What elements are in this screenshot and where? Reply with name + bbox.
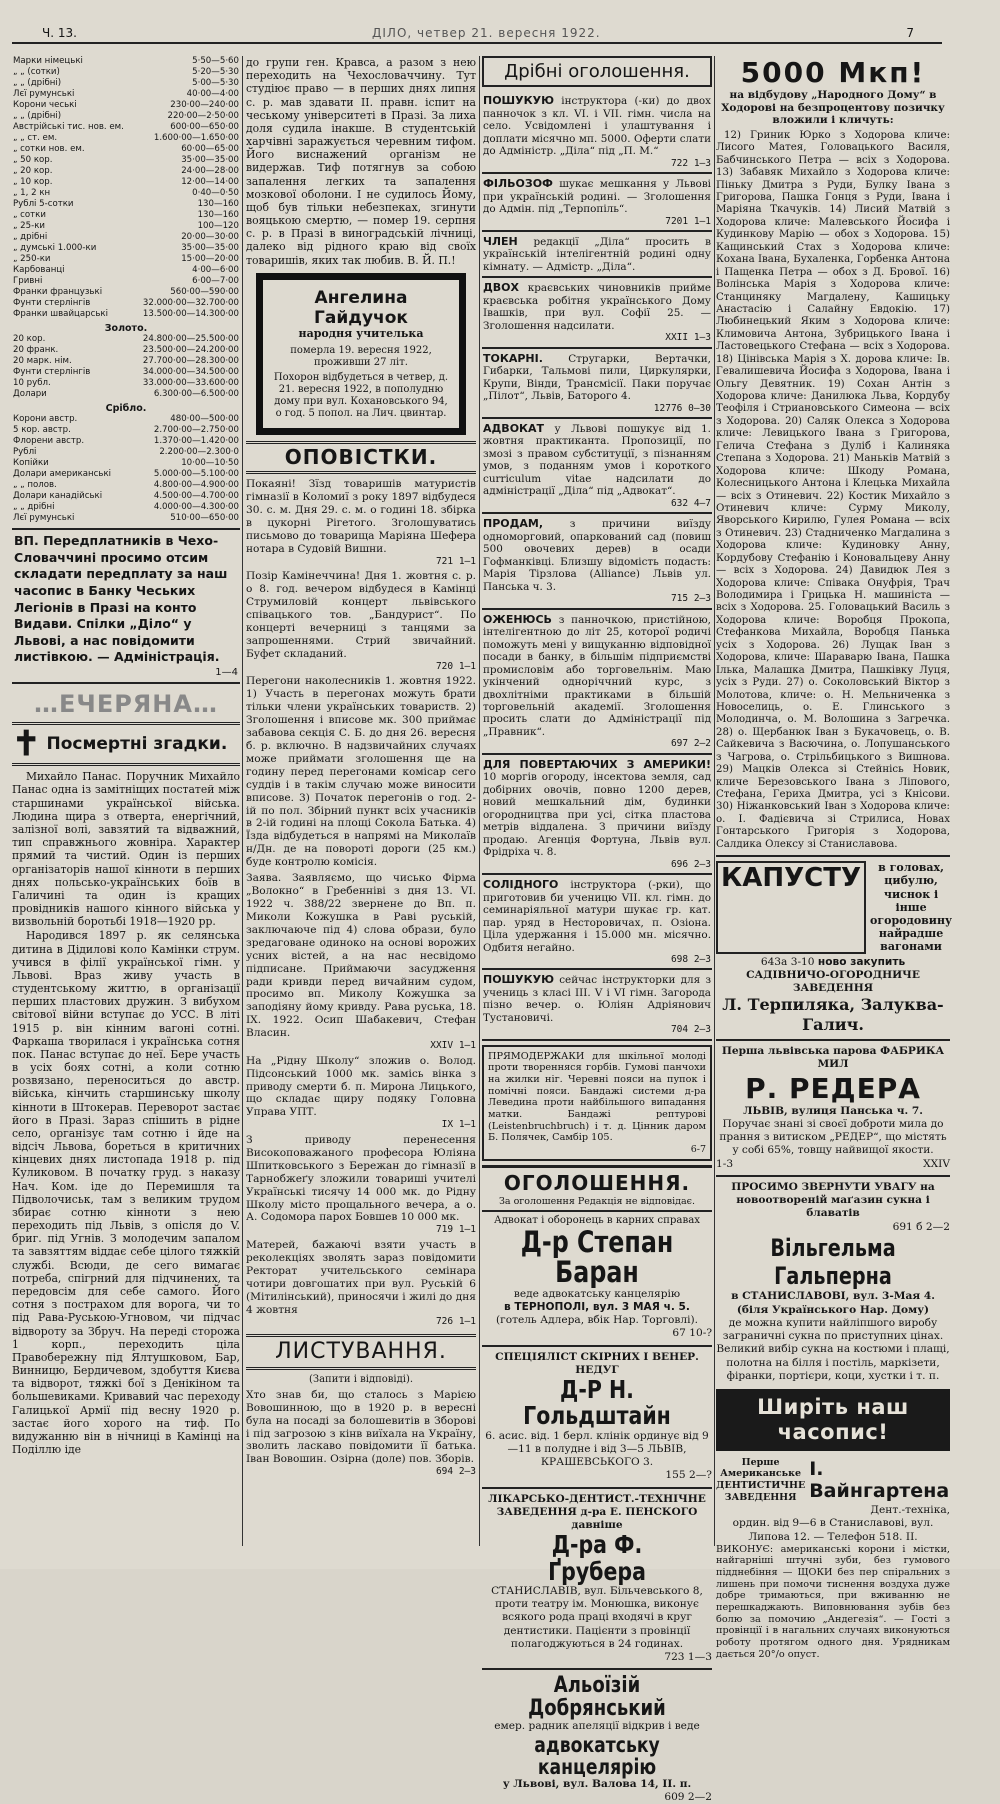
rate-value: 60·00—65·00 — [181, 144, 239, 154]
attorney-address: у Львові, вул. Валова 14, II. п. — [502, 1777, 692, 1790]
rate-row — [12, 480, 240, 491]
item-code: 155 2—? — [665, 1469, 712, 1482]
item-code: 698 2—3 — [670, 954, 711, 965]
doctor-text: 6. асис. від. 1 берл. клінік ординує від 9—11 в полудне і від 3—5 ЛЬВІВ, КРАШЕВСЬКОГО 3. — [485, 1429, 709, 1469]
item-code: 12776 0—30 — [653, 402, 711, 414]
advertisements-title: ОГОЛОШЕННЯ. — [482, 1165, 712, 1196]
rate-value: 10·00—10·50 — [181, 458, 239, 468]
correspondence-subtitle: (Запити і відповіді). — [308, 1374, 414, 1385]
classified-ad — [482, 278, 712, 348]
rate-value: 24·00—28·00 — [181, 166, 239, 176]
announcement-text: Заява. Заявляємо, що чисько Фірма „Волокно“ в Гребенніві з дня 13. VI. 1922 ч. 388/22 звернене до Вп. п. Миколи Кожушка в Раві руській, заключаюче під 4) слова образи, було зредаговане одиноко на основі ворожих усних вістей, а на нас несвідомо підписане. Приймаючи засудження ради кривди перед вичайним судом, просимо вп. Миколу Кожушка за заподіяну йому кривду. Рава руська, 18. IX. 1922. Осип Шабакевич, Стефан Власин. — [246, 872, 476, 1040]
rate-value: 130—160 — [197, 210, 239, 220]
rate-row — [12, 309, 240, 320]
ad-text: інструктора (-рки), що приготовив би ученицю VII. кл. гімн. до семинаріяльної матури шукає гр. кат. пар. уряд в Несторовичах, п. Озіона. Ціла удержання і 15.000 мн. місячно. Одбитя негайно. — [483, 879, 711, 954]
store-owner: Вільгельма Гальперна — [770, 1233, 896, 1291]
classified-ad — [482, 349, 712, 419]
rate-label: „ дрібні — [13, 232, 48, 242]
rate-value: 100—120 — [197, 221, 239, 231]
classified-ad — [482, 875, 712, 970]
exchange-rates-table — [12, 56, 240, 524]
ad-lead-word: ДЛЯ ПОВЕРТАЮЧИХ З АМЕРИКИ! — [483, 757, 711, 771]
fundraiser-subtitle: на відбудову „Народного Дому“ в Ходорові на безпроцентову позичку вложили і кличуть: — [721, 89, 945, 127]
rate-value: 13.500·00—14.300·00 — [142, 309, 239, 319]
rate-value: 12·00—14·00 — [181, 177, 239, 187]
announcement-item — [246, 1239, 476, 1328]
rate-value: 0·40—0·50 — [192, 188, 239, 198]
rate-value: 510·00—650·00 — [170, 513, 239, 523]
item-code: 6-7 — [690, 1143, 706, 1155]
running-header — [12, 22, 942, 44]
rate-row — [12, 144, 240, 155]
rate-row — [12, 458, 240, 469]
rate-label: „ 50 кор. — [13, 155, 53, 165]
rate-value: 2.200·00—2.300·0 — [159, 447, 239, 457]
rate-value: 1.600·00—1.650·00 — [153, 133, 239, 143]
lawyer-city: в ТЕРНОПОЛІ, вул. 3 МАЯ ч. 5. — [504, 1300, 690, 1313]
factory-text: Поручає знані зі своєї доброти мила до прання з витиском „РЕДЕР“, що містять у собі 65%, товщу найвищої якости. — [719, 1117, 947, 1157]
rate-value: 24.800·00—25.500·00 — [142, 334, 239, 344]
rate-row — [12, 265, 240, 276]
rate-label: „ думські 1.000-ки — [13, 243, 97, 253]
rate-row — [12, 425, 240, 436]
item-code: 722 1—3 — [670, 157, 711, 169]
store-address: в СТАНИСЛАВОВІ, вул. 3-Мая 4. (біля Українського Нар. Дому) — [731, 1290, 935, 1316]
ad-lead-word: ПОШУКУЮ — [483, 973, 555, 987]
rate-row — [12, 111, 240, 122]
announcement-item — [246, 478, 476, 567]
rate-label: „ 25-ки — [13, 221, 45, 231]
notice-code: 1—4 — [215, 667, 238, 678]
item-code: 726 1—1 — [435, 1316, 476, 1328]
announcement-text: Позір Камінеччина! Дня 1. жовтня с. р. о 8. год. вечером відбудеся в Камінці Струмиловій концерт львівського співацького тов. „Бандурист“. По концерті вечерниці з танцями за запрошеннями. Стрий звичайний. Буфет складаний. — [246, 570, 476, 660]
item-code: XXIV 1—1 — [430, 1040, 476, 1052]
garden-owner: Л. Терпиляка, Залуква-Галич. — [722, 995, 944, 1035]
classifieds-list — [482, 91, 712, 1040]
rate-value: 4.000·00—4.300·00 — [153, 502, 239, 512]
deceased-name: Ангелина Гайдучок — [314, 287, 408, 328]
rate-label: „ 10 кор. — [13, 177, 53, 187]
cabbage-word: КАПУСТУ — [716, 861, 866, 953]
continuation-paragraph: до групи ген. Кравса, а разом з нею переходить на Чехословаччину. Тут студіює право — в перших днях липня с. р. мав здавати II. правн. іспит на чеському університеті в Празі. За лиха доля судила інакше. В студентській харчівні заражується черевним тифом. Його виснажений організм не видержав. Тиф потягнув за собою запалення легких та запалення мозкової оболони. І не судилось Йому, щоб був тільки небезпеках, згинути вояцькою смертю, — помер 19. серпня с. р. в Празі в виноградській лічниці, далеко від рідного краю від своїх товаришів, яких так любив. В. Й. П.! — [246, 56, 476, 267]
ad-text: з панночкою, пристійною, інтелігентною до літ 25, которої родичі поможуть мені у вищуканню відповідної посади в банку, в більшім підприємстві промисловім або торговельнім. Маю укінчений одноріччний курс, з двохлітніми практиками в більшій торговельній академії. Зголошення просить слати до Адміністрації під „Правник“. — [483, 613, 711, 738]
rate-label: 5 кор. австр. — [13, 425, 71, 435]
lawyer-line: веде адвокатську канцелярію — [513, 1287, 681, 1300]
soap-ad — [716, 1045, 950, 1171]
rate-row — [12, 345, 240, 356]
fundraiser-headline: 5000 Мкп! — [740, 56, 926, 89]
prosthetics-text: ПРЯМОДЕРЖАКИ для шкільної молоді проти творенняся горбів. Гумові панчохи на жилки ніг. Черевні пояси на пупок і помічні пояси. Бандажі системи д-ра Леведина проти найбільшого випадання матки. Бандажі рептурові (Leistenbruchbruch) і т. д. Цінник даром Б. Полячек, Самбір 105. — [488, 1050, 706, 1144]
ad-lead-word: ОЖЕНЮСЬ — [483, 612, 552, 626]
rate-row — [12, 287, 240, 298]
cross-icon: ✝ — [12, 724, 41, 765]
rate-row — [12, 436, 240, 447]
classified-ad — [482, 755, 712, 875]
rate-value: 5·00—5·30 — [192, 78, 239, 88]
dentist-ad — [482, 1493, 712, 1665]
classified-ad — [482, 970, 712, 1040]
rate-row — [12, 100, 240, 111]
rate-label: Рублі 5-сотки — [13, 199, 74, 209]
rate-row — [12, 334, 240, 345]
item-code: 632 4—7 — [670, 497, 711, 509]
item-code: 696 2—3 — [670, 858, 711, 870]
ad-text: краєвських чиновників прийме краєвська робітня українського Дому Івашків, при вул. Софії 25. — Зголошення надсилати. — [483, 282, 712, 332]
rate-row — [12, 243, 240, 254]
factory-name: Р. РЕДЕРА — [745, 1071, 921, 1105]
rate-row — [12, 469, 240, 480]
rate-label: Долари канадійські — [13, 491, 103, 501]
column-rule — [714, 56, 715, 1546]
item-code: 697 2—2 — [670, 738, 711, 750]
rate-label: Лєї румунські — [13, 513, 75, 523]
divider — [716, 1175, 950, 1177]
item-code: 7201 1—1 — [665, 215, 711, 227]
rate-row — [12, 232, 240, 243]
prosthetics-ad — [482, 1045, 712, 1161]
ad-text: сейчас інструкторки для з учениць з класі III. V і VI гімн. Загорода пізно вечер. о. Юліян Адріянович Тустановичі. — [483, 974, 711, 1024]
correspondence-text: Хто знав би, що сталось з Марією Вовошинною, що в 1920 р. в вересні була на посаді за болошевитів в Зборові і під загрозою з кінв виїхала на Україну, зволить ласкаво повідомити її батька. Іван Вовошин. Озірна (доле) пов. Зборів. — [246, 1388, 476, 1466]
fundraiser-list-text: 12) Гриник Юрко з Ходорова кличе: Лисого Матея, Головацького Василя, Бабчинського Петра — всіх з Ходорова. 13) Забавяк Михайло з Ходорова кличе: Піньку Дмитра з Руди, Булку Івана з Григорова, Пашка Гонця з Руди, Івана і Маріяна Ткачуків. 14) Лисий Матвій з Ходорова кличе: Малевського Йосифа і Кудинкову Марію — обох з Ходорова. 15) Кащинський Стах з Ходорова кличе: Кохана Івана, Бухаленка, Горбенка Антона і Пащенка Петра — обох з Д. Брової. 16) Волінська Марія з Ходорова кличе: Станциняку Магдалену, Кашицьку Анастасію і Салайну Евдокію. 17) Любинецький Яким з Ходорова кличе: Климовича Антона, Зубрицького Івана і Ластовецького Стефана — всіх з Ходорова. 18) Цінівська Марія з Х. дорова кличе: Ів. Гевалишевича Йосифа з Ходорова, Івана і Ольгу Девятник. 19) Сохан Антін з Ходорова кличе: Данилюка Льва, Кордубу Теофіля і Стриановського Симеона — всіх з Ходорова. 20) Саляк Олекса з Ходорова кличе: Левицького Івана з Григорова, Гелича Стефана з Дуліб і Калиняка Степана з Ходорова. 21) Маньків Матвій з Ходорова кличе: Шкоду Романа, Колесницького Антона і Клецька Михайла — всіх з Отиневич. 22) Костик Михайло з Отиневич кличе: Сурму Миколу, Яворського Кирилю, Гулея Романа — всіх з Отиневич. 23) Стадниченко Магдалина з Ходорова кличе: Кудиновку Анну, Кордубову Стефанію і Коновальцеву Анну — всіх з Ходорова. 24) Давидюк Лея з Ходорова кличе: Співака Онуфрія, Трач Володимира і Грицька Н. машиніста — всіх з Ходорова. 25. Головацький Василь з Ходорова кличе: Воробця Прокопа, Стефанкова Михайла, Воробця Панька усіх з Ходорова. 26) Лущак Іван з Ходорова, кличе: Шараварю Івана, Пашка Ілька, Малашка Дмитра, Пашківку Луця, усіх з Руди. 27) о. Соколовський Віктор з Молотова, кличе: о. Н. Мельниченка з Новоселиць, о. Е. Глинського з Молодинча, о. М. Волошина з Загречка. 28) о. Щербанюк Іван з Букачовець, о. В. Сайкевича з Васючина, о. Лопушанського з Чагрова, о. Стрільбицького з Вишнова. 29) Мацків Олекса зі Стейнісь Новик, кличе Березовського Івана з Ліпового, Стефана, Гериха Дмитра, усі з Кнісови. 30) Ніжанковський Іван з Ходорова кличе: о. І. Фадієвича зі Стрилиса, Новах Гонтарського Григорія з Ходорова, Салдика Олексу зі Станиславова. — [716, 129, 950, 850]
rate-label: „ сотки — [13, 210, 46, 220]
rate-value: 27.700·00—28.300·00 — [142, 356, 239, 366]
rate-row — [12, 389, 240, 400]
rate-label: Франки швайцарські — [13, 309, 108, 319]
column-rule — [479, 56, 480, 1546]
gold-section-title: Золото. — [104, 323, 148, 334]
item-code: IX 1—1 — [441, 1119, 476, 1131]
obituary-heading — [12, 722, 240, 766]
lawyer-ad — [482, 1215, 712, 1341]
rate-row — [12, 89, 240, 100]
rate-label: „ 1, 2 кн — [13, 188, 51, 198]
rate-row — [12, 78, 240, 89]
announcement-item — [246, 570, 476, 672]
factory-title: Перша львівська парова ФАБРИКА МИЛ — [721, 1045, 945, 1071]
rate-row — [12, 414, 240, 425]
classifieds-title: Дрібні оголошення. — [482, 56, 712, 87]
lawyer-address: (готель Адлера, вбік Нар. Торговлі). — [496, 1314, 698, 1327]
rate-row — [12, 254, 240, 265]
item-code: 704 2—3 — [670, 1024, 711, 1036]
ad-lead-word: ДВОХ — [483, 281, 520, 295]
item-code: 694 2—3 — [435, 1466, 476, 1478]
item-code: 723 1—3 — [664, 1650, 712, 1663]
ad-lead-word: СОЛІДНОГО — [483, 878, 559, 892]
announcement-text: Покаяні! Зїзд товаришів матуристів гімназії в Коломиї з року 1897 відбудеся 30. с. м. Дня 29. с. м. о годині 18. збірка в цукорні Рігетого. Зголошуватись письмово до товарища Маріяна Шефера нотара в Судовій Вишни. — [246, 478, 476, 555]
store-header: ПРОСИМО ЗВЕРНУТИ УВАГУ на новоотвореній маґазин сукна і блаватів — [731, 1180, 935, 1220]
rate-value: 32.000·00—32.700·00 — [142, 298, 239, 308]
item-code: XXII 1—3 — [665, 332, 711, 344]
announcements-list — [246, 478, 476, 1328]
rate-value: 130—160 — [197, 199, 239, 209]
silver-section-title: Срібло. — [105, 403, 147, 414]
ad-lead-word: ФІЛЬОЗОФ — [483, 177, 553, 191]
rate-value: 230·00—240·00 — [170, 100, 239, 110]
rate-label: Корони австр. — [13, 414, 78, 424]
rate-value: 5.000·00—5.100·00 — [153, 469, 239, 479]
death-date: померла 19. вересня 1922, проживши 27 літ. — [290, 344, 432, 368]
divider — [482, 1345, 712, 1347]
rate-label: 20 франк. — [13, 345, 59, 355]
funeral-info: Похорон відбудеться в четвер, д. 21. вересня 1922, в пополудню дому при вул. Кохановського 94, о год. 5 попол. на Лич. цвинтар. — [273, 372, 449, 419]
rate-value: 4.500·00—4.700·00 — [153, 491, 239, 501]
item-code: XXIV — [923, 1157, 950, 1170]
ad-lead-word: АДВОКАТ — [483, 422, 545, 435]
item-code: 67 10-? — [672, 1327, 712, 1340]
item-code: 715 2—3 — [670, 593, 711, 605]
doctor-name: Д-Р Н. Гольдштайн — [523, 1375, 671, 1431]
obituary-continuation — [246, 56, 476, 267]
dentist-name: Д-ра Ф. Ґрубера — [548, 1530, 646, 1586]
page-number: 7 — [906, 26, 914, 40]
rate-row — [12, 56, 240, 67]
item-code: 1-3 — [716, 1157, 734, 1170]
rate-label: Австрійські тис. нов. ем. — [13, 122, 124, 132]
obituary-title: Посмертні згадки. — [46, 734, 228, 755]
rate-value: 4·00—6·00 — [192, 265, 239, 275]
rate-value: 40·00—4·00 — [186, 89, 239, 99]
correspondence-title: ЛИСТУВАННЯ. — [246, 1334, 476, 1370]
rate-row — [12, 210, 240, 221]
rate-label: Рублі — [13, 447, 37, 457]
doctor-ad — [482, 1351, 712, 1483]
announcement-text: З приводу перенесення Високоповажаного професора Юліяна Шпитковського з Бережан до гімназії в Тарнобжеґу зложили товариші учителі Українські тисячу 14 000 мк. до Рідну Школу місто прощального вечера, а о. А. Содомора парох Бовшев 10 000 мк. — [246, 1133, 476, 1224]
cabbage-desc: в головах, цибулю, чиснок і інше огородовину найрадше вагонами — [870, 861, 953, 954]
fundraiser-list — [716, 130, 950, 851]
rate-label: Копійки — [13, 458, 49, 468]
obituary-paragraph: Народився 1897 р. як селянська дитина в Дідилові коло Камінки струм. учився в філії української гімн. у Львові. Враз живу участь в студентському життю, в організації перших пластових дружин. З вибухом світової війни вступає до УСС. В літі 1915 р. він кінним вагоні сотні. Фаркаша творилася і українська сотня пок. Панас вступає до неї. Бере участь в усіх боях сотні, а коли сотню розвязано, переноситься до австр. війська, кінчить старшинську школу кінноти в Штокерав. Переворот застає його в Празі. Зараз спішить в рідне село, організує там сотню і йде на відсіч Львова, бореться в критичних кінцевих днях листопада 1918 р. під Куликовом. В початку груд. з наказу Нач. Ком. іде до Перемишля та Підволочиськ, там з великим трудом збирає сотню кінноти з нею переходить під Львів, з опісля до V. бриг. під Угнів. З молодечим запалом та завзяттям віддає себе цілого тяжкій службі. Всюди, де сего вимагає потреба, спігрний для підчинених, та передовсім для себе самого. Його сотня з пострахом для ворога, чи то під Рава-Руською-Угновом, чи підчас відвороту за Збруч. На переді сторожа 1 корп., переходить ціла Правобережну під Ялтушковом, Бар, Винницю, Бердичевом, здобуття Києва та відворот, тяжкі бої з Денікіном та большевиками. Кривавий час переходу Галицької Армії під весну 1920 р. застає його хорого на тиф. По видужанню він в нічниці в Камінці на Поділлю іде — [12, 929, 240, 1457]
item-code: 643а 3-10 — [760, 955, 815, 968]
rate-label: 10 рубл. — [13, 378, 51, 388]
rate-row — [12, 502, 240, 513]
rate-label: „ „ полов. — [13, 480, 57, 490]
rate-label: 20 марк. нім. — [13, 356, 72, 366]
doctor-specialty: СПЕЦІЯЛІСТ СКІРНИХ І ВЕНЕР. НЕДУГ — [495, 1350, 699, 1376]
rate-value: 35·00—35·00 — [181, 243, 239, 253]
ad-lead-word: ЧЛЕН — [483, 234, 518, 248]
rate-label: „ „ ст. ем. — [13, 133, 58, 143]
ad-text: з причини виїзду одноморговий, опаркований сад (повиш 500 овочевих дерев) в осади Гофманківці. Близшу відомість подасть: Марія Тірзлова (Alliance) Львів ул. Панська ч. 3. — [483, 518, 711, 593]
rate-label: Фунти стерлінгів — [13, 367, 91, 377]
ad-text: 10 моргів огороду, інсектова земля, сад добірних овочів, повно 1200 дерев, новий мешкальний дім, будинки огородництва при усі, сітка пластова метрів віддалена. З причини виїзду продаю. Агенція Фортуна, Львів вул. Фрідріха ч. 8. — [483, 771, 711, 859]
faded-heading: …ЕЧЕРЯНА… — [34, 690, 218, 719]
rate-label: Марки німецькі — [13, 56, 83, 66]
rate-value: 1.370·00—1.420·00 — [153, 436, 239, 446]
ad-lead-word: ТОКАРНІ. — [483, 351, 543, 365]
masthead-line: ДІЛО, четвер 21. вересня 1922. — [372, 26, 601, 40]
dental-subtitle: Дент.-техніка, — [870, 1504, 950, 1517]
divider — [716, 1039, 950, 1041]
lawyer-pretitle: Адвокат і оборонець в карних справах — [493, 1214, 701, 1226]
announcement-text: Матерей, бажаючі взяти участь в реколекціях зволять зараз повідомити Ректорат учительського семінара чотири довгошатих при вул. Руській 6 (Мітилінський), приносячи і жилі до дня 4 жовтня — [246, 1238, 476, 1316]
garden-name: САДІВНИЧО-ОГОРОДНИЧЕ ЗАВЕДЕННЯ — [746, 968, 920, 994]
rate-row — [12, 166, 240, 177]
rate-row — [12, 513, 240, 524]
rate-value: 480·00—500·00 — [170, 414, 239, 424]
rate-label: Долари — [13, 389, 47, 399]
rate-label: „ „ дрібні — [13, 502, 55, 512]
rate-label: „ „ (дрібні) — [13, 78, 62, 88]
buy-text: нoво закупить — [817, 955, 906, 968]
factory-address: ЛЬВІВ, вулиця Панська ч. 7. — [743, 1104, 923, 1117]
ad-text: шукає мешкання у Львові при українській родині. — Зголошення до Адмін. під „Терпопіль“. — [483, 178, 711, 216]
classified-ad — [482, 91, 712, 174]
rate-label: 20 кор. — [13, 334, 46, 344]
rate-row — [12, 378, 240, 389]
dental-ad — [716, 1457, 950, 1661]
rate-row — [12, 67, 240, 78]
lawyer-name: Д-р Степан Баран — [520, 1224, 674, 1290]
issue-label: Ч. 13. — [42, 26, 77, 40]
subscribers-notice — [12, 528, 240, 684]
correspondence-item — [246, 1389, 476, 1478]
announcement-text: На „Рідну Школу“ зложив о. Волод. Підсонський 1000 мк. замісь вінка з приводу смерти б. п. Мирона Лицького, що складає щиру подяку Головна Управа УПТ. — [246, 1054, 476, 1119]
item-code: 609 2—2 — [664, 1790, 712, 1803]
classified-ad — [482, 610, 712, 755]
dental-text: ВИКОНУЄ: американські корони і містки, найгарніші штучні зуби, без гумового підднебіння — ЩОКИ без пер спірaльних з лишень при помочи тиснення воздуха дуже добре тримаються, при вживанню не перешкаджають. Виповнювання зубів без болю за помочию „Андегезія“. — Гості з провінції і в нагальних случаях виконуються роботу протягом одного дня. Урядникам дається 20°/o опуст. — [716, 1543, 950, 1660]
rate-value: 6·00—7·00 — [192, 276, 239, 286]
subscribers-notice-text: ВП. Передплатників в Чехо-Словаччині просимо отсим складати передплату за наш часопис в Банку Чеських Легіонів в Празі на конто Видави. Спілки „Діло“ у Львові, а нас повідомити листівкою. — Адміністрація. — [14, 533, 228, 665]
rate-label: „ „ (дрібні) — [13, 111, 62, 121]
announcement-item — [246, 1134, 476, 1236]
rate-value: 220·00—2·50·00 — [167, 111, 239, 121]
column-2 — [246, 56, 476, 1546]
ad-lead-word: ПОШУКУЮ — [483, 94, 555, 108]
rate-value: 2.700·00—2.750·00 — [153, 425, 239, 435]
attorney-name: Альоїзій Добрянський — [528, 1673, 666, 1722]
attorney-text: емер. радник апеляції відкрив і веде — [494, 1720, 700, 1733]
rate-label: „ 20 кор. — [13, 166, 53, 176]
divider — [716, 855, 950, 857]
ad-text: інструктора (-ки) до двох панночок з кл. VI. і VII. гімн. числа на село. Усвідомлені і улаштування і доплати місячно мп. 5000. Оферти слати до Адміністр. „Діла“ під „П. М.“ — [483, 95, 711, 158]
rate-value: 560·00—590·00 — [170, 287, 239, 297]
column-4 — [716, 56, 953, 1660]
column-rule — [242, 56, 243, 1546]
rate-row — [12, 122, 240, 133]
rate-label: „ сотки нов. ем. — [13, 144, 85, 154]
obituary-body — [12, 770, 240, 1456]
rate-value: 4.800·00—4.900·00 — [153, 480, 239, 490]
rate-label: Гривні — [13, 276, 43, 286]
announcement-text: Перегони наколесників 1. жовтня 1922. 1) Участь в перегонах можуть брати тільки члени українських товариств. 2) Зголошення і вписове мк. 300 приймає забавова секція С. Б. до дня 26. вересня б. р. включно. В надзвичайних случаях може приймати зголошення ще на годину перед перегонами комісар сего суддів і в такім случаю може виносити вписове. 3) Початок перегонів о год. 2-ій по пол. Збірний пункт всіх учасників в 2-ій годині на площі Сокола Батька. 4) Їзда відбудеться в напрямі на Миколаїв н/Дн. де на повороті дороги (25 км.) буде контролю комісія. — [246, 675, 476, 869]
rate-value: 6.300·00—6.500·00 — [153, 389, 239, 399]
rate-row — [12, 177, 240, 188]
announcement-item — [246, 675, 476, 869]
rate-row — [12, 491, 240, 502]
advertisements-disclaimer: За оголошення Редакція не відповідає. — [482, 1196, 712, 1212]
rate-value: 35·00—35·00 — [181, 155, 239, 165]
rate-value: 15·00—20·00 — [181, 254, 239, 264]
rate-value: 600·00—650·00 — [170, 122, 239, 132]
mourning-notice — [256, 273, 466, 435]
ad-text: Стругарки, Вертачки, Гибарки, Тальмові пили, Циркулярки, Крупи, Вінди, Трансмісії. Паки поручає „Пілот“, Львів, Баторого 4. — [483, 352, 711, 403]
divider — [482, 1668, 712, 1670]
column-3 — [482, 56, 712, 1803]
rate-value: 33.000·00—33.600·00 — [142, 378, 239, 388]
attorney-office: адвокатську канцелярію — [534, 1732, 660, 1779]
rate-label: „ „ (сотки) — [13, 67, 60, 77]
rate-value: 34.000·00—34.500·00 — [142, 367, 239, 377]
rate-row — [12, 356, 240, 367]
rate-row — [12, 367, 240, 378]
ad-text: редакції „Діла“ просить в українській інтелігентній родині одну кімнату. — Адмістр. „Діла“. — [483, 235, 711, 273]
rate-row — [12, 221, 240, 232]
rate-row — [12, 155, 240, 166]
store-text: де можна купити найліпшого виробу заграничні сукна по приступних цінах. Великий вибір сукна на костюми і плащі, полотна на білля і постіль, маркізети, фіранки, портієри, коци, хустки і т. п. — [716, 1316, 950, 1382]
cabbage-ad — [716, 861, 953, 1035]
rate-row — [12, 188, 240, 199]
item-code: 719 1—1 — [435, 1224, 476, 1236]
rate-row — [12, 199, 240, 210]
classified-ad — [482, 419, 712, 514]
obituary-paragraph: Михайло Панас. Поручник Михайло Панас одна із замітніщих постатей між старшинами української війська. Людина щира з отверта, енергічний, залізної волі, завзятий та відважний, тип справжнього жовніра. Характер прямий та чистий. Один із перших організаторів нашої кінноти в перших днях польсько-українських боїв в Галичині та один із кращих провідників нашого кінного війська у визвольній боротьбі 1918—1920 рр. — [12, 770, 240, 929]
dental-name: І. Вайнгартена — [809, 1457, 950, 1503]
rate-label: Долари американські — [13, 469, 112, 479]
rate-value: 5·50—5·60 — [192, 56, 239, 66]
rate-row — [12, 133, 240, 144]
item-code: 721 1—1 — [435, 555, 476, 567]
ad-lead-word: ПРОДАМ, — [483, 517, 544, 531]
rate-value: 20·00—30·00 — [181, 232, 239, 242]
dental-address: ордин. від 9—6 в Станиславові, вул. Липова 12. — Телефон 518. II. — [732, 1517, 934, 1543]
slogan-banner: Ширіть наш часопис! — [716, 1389, 950, 1451]
announcement-item — [246, 1055, 476, 1131]
attorney-ad — [482, 1674, 712, 1804]
rate-label: Лєї румунські — [13, 89, 75, 99]
announcements-title: ОПОВІСТКИ. — [246, 441, 476, 475]
classified-ad — [482, 232, 712, 278]
rate-label: Франки французькі — [13, 287, 103, 297]
deceased-role: народня учителька — [298, 326, 424, 340]
column-1 — [12, 56, 240, 1546]
rate-row — [12, 276, 240, 287]
rate-value: 23.500·00—24.200·00 — [142, 345, 239, 355]
rate-label: Фунти стерлінгів — [13, 298, 91, 308]
rate-label: Флорени австр. — [13, 436, 85, 446]
rate-row — [12, 447, 240, 458]
classified-ad — [482, 174, 712, 232]
rate-value: 5·20—5·30 — [192, 67, 239, 77]
rate-row — [12, 298, 240, 309]
announcement-item — [246, 872, 476, 1052]
item-code: 691 б 2—2 — [892, 1220, 950, 1233]
dentist-title: ЛІКАРСЬКО-ДЕНТИСТ.-ТЕХНІЧНЕ ЗАВЕДЕННЯ д-ра Е. ПЕНСКОГО давніше — [488, 1492, 706, 1532]
ad-text: у Львові пошукує від 1. жовтня практиканта. Пропозиції, по змозі з правом субституції, з пізнанням умов, з поданням умов і короткого curriculum vitae надсилати до адміністрації „Діла“ під „Адвокат“. — [483, 423, 711, 498]
dental-pretitle: Перше Американське ДЕНТИСТИЧНЕ ЗАВЕДЕННЯ — [716, 1456, 806, 1504]
item-code: 720 1—1 — [435, 660, 476, 672]
dentist-text: СТАНИСЛАВІВ, вул. Більчевського 8, проти театру ім. Монюшка, виконує всякого рода праці входячі в круг дентистики. Пацієнти з провінції полагоджуються в 24 годинах. — [491, 1584, 703, 1650]
cloth-store-ad — [716, 1181, 950, 1383]
divider — [482, 1487, 712, 1489]
rate-label: Карбованці — [13, 265, 65, 275]
rate-label: „ 250-ки — [13, 254, 51, 264]
rate-label: Корони чеські — [13, 100, 77, 110]
classified-ad — [482, 514, 712, 609]
